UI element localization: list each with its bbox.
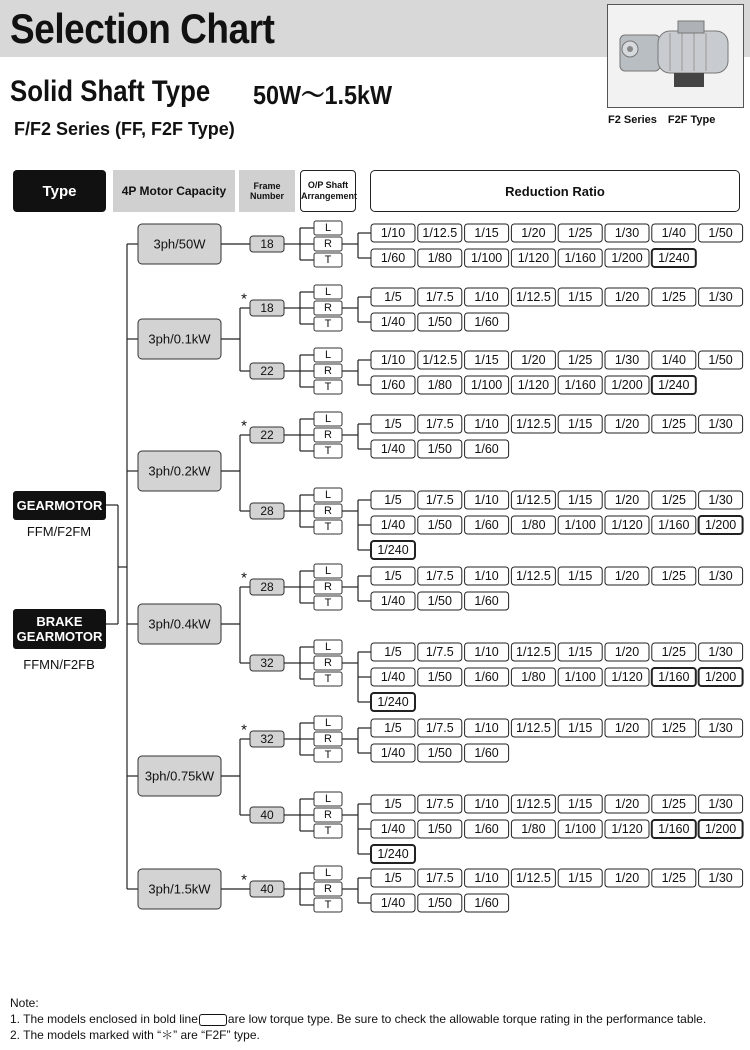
frame-label: 28	[260, 504, 274, 518]
shaft-label: T	[324, 673, 332, 685]
ratio-label: 1/80	[427, 251, 452, 265]
ratio-label: 1/5	[384, 417, 402, 431]
ratio-label: 1/15	[568, 417, 593, 431]
note-1	[10, 1011, 706, 1027]
shaft-label: L	[324, 222, 332, 234]
ratio-label: 1/15	[568, 721, 593, 735]
shaft-label: R	[324, 733, 332, 745]
shaft-label: L	[324, 867, 332, 879]
bold-box-legend-icon	[199, 1014, 227, 1026]
shaft-label: R	[324, 302, 332, 314]
ratio-label: 1/25	[661, 797, 686, 811]
shaft-label: T	[324, 749, 332, 761]
ratio-label: 1/50	[427, 746, 452, 760]
note-1-end: are low torque type. Be sure to check the allowable torque rating in the performance table.	[227, 1012, 707, 1026]
star-marker: *	[241, 721, 247, 739]
shaft-label: R	[324, 883, 332, 895]
ratio-label: 1/10	[474, 871, 499, 885]
ratio-label: 1/5	[384, 645, 402, 659]
ratio-label: 1/200	[704, 822, 737, 836]
ratio-label: 1/60	[474, 315, 499, 329]
shaft-label: L	[324, 565, 332, 577]
brake-label-line1: BRAKE	[36, 614, 83, 629]
ratio-label: 1/40	[380, 518, 406, 532]
ratio-label: 1/12.5	[516, 871, 551, 885]
ratio-label: 1/60	[474, 442, 499, 456]
shaft-label: T	[324, 899, 332, 911]
ratio-label: 1/10	[380, 353, 406, 367]
ratio-label: 1/120	[517, 378, 550, 392]
ratio-label: 1/20	[614, 721, 640, 735]
ratio-label: 1/60	[474, 746, 499, 760]
ratio-label: 1/20	[614, 493, 640, 507]
ratio-label: 1/10	[474, 721, 499, 735]
ratio-label: 1/240	[377, 695, 409, 709]
ratio-label: 1/7.5	[425, 645, 454, 659]
ratio-label: 1/30	[614, 226, 640, 240]
ratio-label: 1/7.5	[425, 871, 454, 885]
ratio-label: 1/10	[474, 645, 499, 659]
frame-label: 40	[260, 882, 274, 896]
ratio-label: 1/40	[380, 315, 406, 329]
shaft-label: T	[324, 254, 332, 266]
ratio-label: 1/15	[568, 797, 593, 811]
capacity-label: 3ph/0.75kW	[144, 768, 215, 784]
ratio-label: 1/30	[614, 353, 640, 367]
ratio-label: 1/12.5	[516, 721, 551, 735]
star-marker: *	[241, 290, 247, 308]
ratio-label: 1/50	[427, 442, 452, 456]
capacity-label: 3ph/0.4kW	[148, 616, 211, 632]
page-title: Selection Chart	[10, 5, 275, 52]
ratio-label: 1/60	[380, 378, 406, 392]
ratio-label: 1/200	[704, 518, 737, 532]
shaft-label: L	[324, 641, 332, 653]
ratio-label: 1/200	[611, 251, 643, 265]
frame-label: 40	[260, 808, 274, 822]
ratio-label: 1/40	[380, 896, 406, 910]
header-shaft-line2: Arrangement	[301, 191, 358, 201]
shaft-label: L	[324, 286, 332, 298]
shaft-label: R	[324, 809, 332, 821]
ratio-label: 1/60	[380, 251, 406, 265]
brake-gearmotor-model: FFMN/F2FB	[23, 657, 95, 672]
ratio-label: 1/25	[661, 721, 686, 735]
ratio-label: 1/7.5	[425, 290, 454, 304]
ratio-label: 1/30	[708, 290, 733, 304]
ratio-label: 1/5	[384, 871, 402, 885]
shaft-label: T	[324, 381, 332, 393]
ratio-label: 1/160	[658, 822, 690, 836]
ratio-label: 1/15	[568, 645, 593, 659]
ratio-label: 1/30	[708, 493, 733, 507]
ratio-label: 1/10	[380, 226, 406, 240]
ratio-label: 1/25	[661, 493, 686, 507]
ratio-label: 1/120	[611, 518, 643, 532]
ratio-label: 1/15	[568, 871, 593, 885]
ratio-label: 1/120	[611, 822, 643, 836]
ratio-label: 1/50	[427, 315, 452, 329]
frame-label: 32	[260, 732, 274, 746]
note-1-start: 1. The models enclosed in bold line	[10, 1012, 198, 1026]
ratio-label: 1/15	[474, 226, 499, 240]
ratio-label: 1/30	[708, 721, 733, 735]
ratio-label: 1/40	[380, 822, 406, 836]
ratio-label: 1/100	[470, 251, 503, 265]
ratio-label: 1/30	[708, 797, 733, 811]
gearmotor-model: FFM/F2FM	[26, 524, 92, 539]
ratio-label: 1/20	[521, 226, 546, 240]
ratio-label: 1/20	[614, 871, 640, 885]
frame-label: 32	[260, 656, 274, 670]
ratio-label: 1/50	[427, 518, 452, 532]
ratio-label: 1/12.5	[516, 569, 551, 583]
shaft-label: T	[324, 825, 332, 837]
shaft-label: R	[324, 581, 332, 593]
shaft-label: L	[324, 413, 332, 425]
ratio-label: 1/200	[611, 378, 643, 392]
ratio-label: 1/240	[658, 378, 690, 392]
ratio-label: 1/25	[661, 871, 686, 885]
ratio-label: 1/12.5	[516, 797, 551, 811]
ratio-label: 1/50	[427, 822, 452, 836]
shaft-label: R	[324, 365, 332, 377]
shaft-label: R	[324, 238, 332, 250]
ratio-label: 1/7.5	[425, 797, 454, 811]
ratio-label: 1/7.5	[425, 417, 454, 431]
ratio-label: 1/60	[474, 594, 499, 608]
header-frame-number: Frame Number	[239, 170, 295, 212]
header-shaft-line1: O/P Shaft	[307, 180, 349, 190]
ratio-label: 1/20	[614, 290, 640, 304]
ratio-label: 1/50	[708, 353, 733, 367]
brake-label-line2: GEARMOTOR	[16, 629, 103, 644]
ratio-label: 1/5	[384, 797, 402, 811]
ratio-label: 1/50	[708, 226, 733, 240]
shaft-label: L	[324, 489, 332, 501]
ratio-label: 1/10	[474, 797, 499, 811]
frame-label: 18	[260, 301, 274, 315]
ratio-label: 1/15	[568, 569, 593, 583]
ratio-label: 1/5	[384, 569, 402, 583]
capacity-label: 3ph/1.5kW	[148, 881, 211, 897]
ratio-label: 1/240	[377, 543, 409, 557]
shaft-label: R	[324, 505, 332, 517]
frame-label: 28	[260, 580, 274, 594]
ratio-label: 1/50	[427, 670, 452, 684]
photo-caption: F2 Series F2F Type	[608, 114, 716, 126]
ratio-label: 1/12.5	[516, 645, 551, 659]
ratio-label: 1/60	[474, 670, 499, 684]
power-range: 50W〜1.5kW	[253, 80, 393, 110]
frame-label: 18	[260, 237, 274, 251]
ratio-label: 1/20	[614, 645, 640, 659]
shaft-label: T	[324, 318, 332, 330]
ratio-label: 1/40	[380, 670, 406, 684]
ratio-label: 1/160	[658, 670, 690, 684]
ratio-label: 1/25	[661, 290, 686, 304]
ratio-label: 1/25	[568, 353, 593, 367]
ratio-label: 1/80	[427, 378, 452, 392]
ratio-label: 1/240	[377, 847, 409, 861]
ratio-label: 1/40	[380, 442, 406, 456]
ratio-label: 1/40	[380, 594, 406, 608]
ratio-label: 1/30	[708, 645, 733, 659]
ratio-label: 1/25	[661, 417, 686, 431]
ratio-label: 1/120	[611, 670, 643, 684]
star-marker: *	[241, 871, 247, 889]
star-marker: *	[241, 417, 247, 435]
ratio-label: 1/5	[384, 493, 402, 507]
ratio-label: 1/15	[474, 353, 499, 367]
ratio-label: 1/10	[474, 290, 499, 304]
ratio-label: 1/160	[564, 378, 596, 392]
ratio-label: 1/20	[521, 353, 546, 367]
ratio-label: 1/30	[708, 417, 733, 431]
ratio-label: 1/25	[661, 645, 686, 659]
frame-label: 22	[260, 428, 274, 442]
ratio-label: 1/7.5	[425, 569, 454, 583]
ratio-label: 1/25	[661, 569, 686, 583]
ratio-label: 1/80	[521, 822, 546, 836]
ratio-label: 1/30	[708, 569, 733, 583]
shaft-label: T	[324, 521, 332, 533]
ratio-label: 1/12.5	[422, 353, 458, 367]
shaft-label: T	[324, 597, 332, 609]
ratio-label: 1/100	[470, 378, 503, 392]
capacity-label: 3ph/50W	[153, 236, 206, 252]
ratio-label: 1/12.5	[422, 226, 458, 240]
ratio-label: 1/25	[568, 226, 593, 240]
shaft-label: L	[324, 349, 332, 361]
ratio-label: 1/20	[614, 417, 640, 431]
ratio-label: 1/10	[474, 417, 499, 431]
ratio-label: 1/160	[658, 518, 690, 532]
ratio-label: 1/40	[661, 353, 686, 367]
ratio-label: 1/12.5	[516, 290, 551, 304]
ratio-label: 1/160	[564, 251, 596, 265]
ratio-label: 1/20	[614, 797, 640, 811]
ratio-label: 1/100	[564, 518, 596, 532]
ratio-label: 1/5	[384, 721, 402, 735]
ratio-label: 1/200	[704, 670, 737, 684]
ratio-label: 1/40	[661, 226, 686, 240]
ratio-label: 1/80	[521, 518, 546, 532]
ratio-label: 1/120	[517, 251, 550, 265]
ratio-label: 1/80	[521, 670, 546, 684]
shaft-label: R	[324, 429, 332, 441]
shaft-label: L	[324, 717, 332, 729]
frame-label: 22	[260, 364, 274, 378]
ratio-label: 1/60	[474, 822, 499, 836]
ratio-label: 1/15	[568, 493, 593, 507]
shaft-label: L	[324, 793, 332, 805]
header-type: Type	[13, 170, 106, 212]
capacity-label: 3ph/0.1kW	[148, 331, 211, 347]
ratio-label: 1/5	[384, 290, 402, 304]
ratio-label: 1/20	[614, 569, 640, 583]
series-label: F/F2 Series (FF, F2F Type)	[14, 119, 235, 139]
ratio-label: 1/50	[427, 594, 452, 608]
ratio-label: 1/40	[380, 746, 406, 760]
ratio-label: 1/240	[658, 251, 690, 265]
ratio-label: 1/12.5	[516, 493, 551, 507]
ratio-label: 1/30	[708, 871, 733, 885]
ratio-label: 1/50	[427, 896, 452, 910]
ratio-label: 1/7.5	[425, 721, 454, 735]
note-2: 2. The models marked with “＊” are “F2F” type.	[10, 1028, 260, 1042]
header-reduction-ratio: Reduction Ratio	[370, 170, 740, 212]
shaft-label: T	[324, 445, 332, 457]
ratio-label: 1/60	[474, 518, 499, 532]
shaft-label: R	[324, 657, 332, 669]
gearmotor-box: GEARMOTOR	[13, 491, 106, 520]
ratio-label: 1/100	[564, 670, 596, 684]
header-motor-capacity: 4P Motor Capacity	[113, 170, 235, 212]
capacity-label: 3ph/0.2kW	[148, 463, 211, 479]
star-marker: *	[241, 569, 247, 587]
ratio-label: 1/10	[474, 493, 499, 507]
subtitle: Solid Shaft Type	[10, 75, 211, 108]
ratio-label: 1/10	[474, 569, 499, 583]
ratio-label: 1/15	[568, 290, 593, 304]
note-heading: Note:	[10, 996, 39, 1010]
ratio-label: 1/100	[564, 822, 596, 836]
ratio-label: 1/60	[474, 896, 499, 910]
ratio-label: 1/7.5	[425, 493, 454, 507]
ratio-label: 1/12.5	[516, 417, 551, 431]
